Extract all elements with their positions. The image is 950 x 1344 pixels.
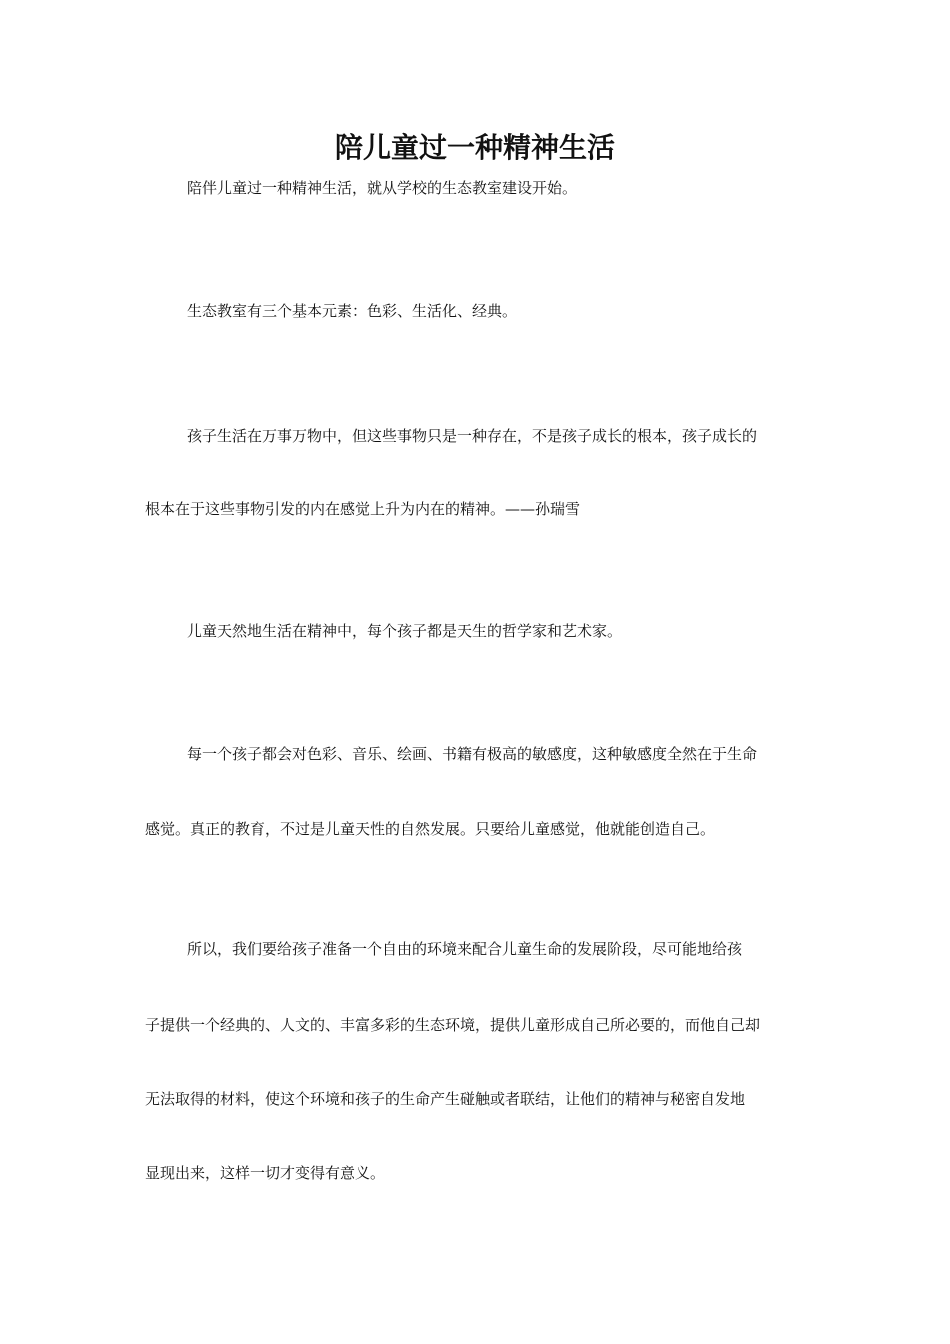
document-title: 陪儿童过一种精神生活 — [334, 131, 615, 164]
paragraph-line: 感觉。真正的教育，不过是儿童天性的自然发展。只要给儿童感觉，他就能创造自己。 — [145, 820, 716, 838]
paragraph-line: 每一个孩子都会对色彩、音乐、绘画、书籍有极高的敏感度，这种敏感度全然在于生命 — [187, 745, 758, 763]
paragraph-line: 显现出来，这样一切才变得有意义。 — [145, 1164, 386, 1182]
paragraph-line: 孩子生活在万事万物中，但这些事物只是一种存在，不是孩子成长的根本，孩子成长的 — [187, 427, 758, 445]
paragraph-line: 陪伴儿童过一种精神生活，就从学校的生态教室建设开始。 — [187, 179, 578, 197]
paragraph-line: 子提供一个经典的、人文的、丰富多彩的生态环境，提供儿童形成自己所必要的，而他自己却 — [145, 1016, 761, 1034]
paragraph-line: 根本在于这些事物引发的内在感觉上升为内在的精神。——孙瑞雪 — [145, 500, 581, 518]
paragraph-line: 生态教室有三个基本元素：色彩、生活化、经典。 — [187, 302, 518, 320]
paragraph-line: 所以，我们要给孩子准备一个自由的环境来配合儿童生命的发展阶段，尽可能地给孩 — [187, 940, 743, 958]
paragraph-line: 儿童天然地生活在精神中，每个孩子都是天生的哲学家和艺术家。 — [187, 622, 623, 640]
paragraph-line: 无法取得的材料，使这个环境和孩子的生命产生碰触或者联结，让他们的精神与秘密自发地 — [145, 1090, 746, 1108]
